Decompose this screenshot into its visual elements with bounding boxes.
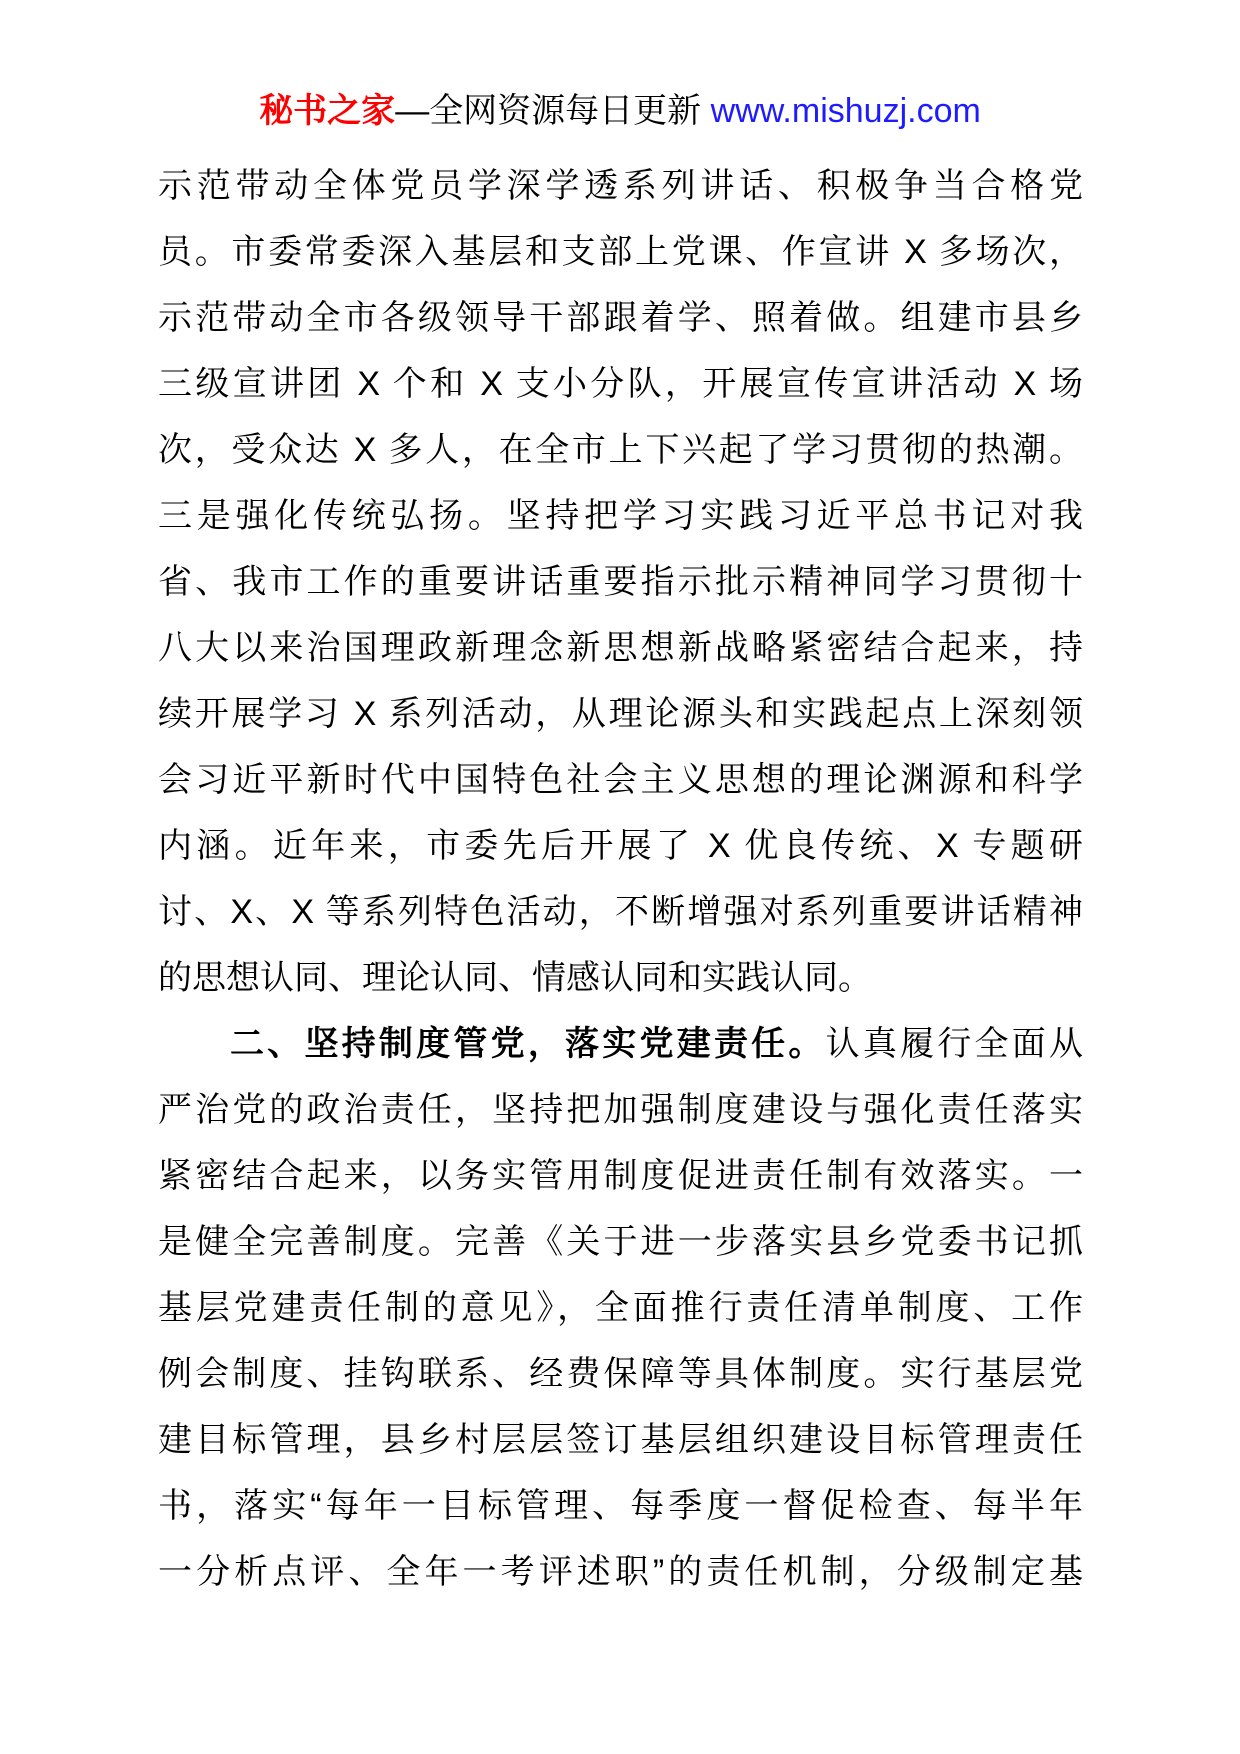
paragraph-end-line: 的思想认同、理论认同、情感认同和实践认同。 (158, 959, 872, 997)
paragraph2-heading: 二、坚持制度管党，落实党建责任。 (230, 1025, 826, 1063)
site-url-link[interactable]: www.mishuzj.com (710, 92, 981, 130)
text-line: 员。市委常委深入基层和支部上党课、作宣讲 X 多场次， (158, 233, 1083, 271)
header-separator: — (395, 92, 430, 130)
text-line: 讨、X、X 等系列特色活动，不断增强对系列重要讲话精神 (158, 893, 1083, 931)
text-line: 八大以来治国理政新理念新思想新战略紧密结合起来，持 (158, 629, 1083, 667)
text-line: 示范带动全体党员学深学透系列讲话、积极争当合格党 (158, 167, 1083, 205)
text-line: 一分析点评、全年一考评述职”的责任机制，分级制定基 (158, 1553, 1083, 1591)
paragraph2-first-line (158, 1011, 1083, 1077)
text-line: 是健全完善制度。完善《关于进一步落实县乡党委书记抓 (158, 1223, 1083, 1261)
text-line: 次，受众达 X 多人，在全市上下兴起了学习贯彻的热潮。 (158, 431, 1083, 469)
text-line: 示范带动全市各级领导干部跟着学、照着做。组建市县乡 (158, 299, 1083, 337)
text-line: 省、我市工作的重要讲话重要指示批示精神同学习贯彻十 (158, 563, 1083, 601)
text-line: 严治党的政治责任，坚持把加强制度建设与强化责任落实 (158, 1091, 1083, 1129)
site-name: 秘书之家 (259, 92, 396, 130)
text-line: 例会制度、挂钩联系、经费保障等具体制度。实行基层党 (158, 1355, 1083, 1393)
text-line: 基层党建责任制的意见》，全面推行责任清单制度、工作 (158, 1289, 1083, 1327)
text-line: 书，落实“每年一目标管理、每季度一督促检查、每半年 (158, 1487, 1083, 1525)
text-line: 三是强化传统弘扬。坚持把学习实践习近平总书记对我 (158, 497, 1083, 535)
document-body (158, 153, 1083, 1605)
text-line: 建目标管理，县乡村层层签订基层组织建设目标管理责任 (158, 1421, 1083, 1459)
text-line: 会习近平新时代中国特色社会主义思想的理论渊源和科学 (158, 761, 1083, 799)
paragraph2-lead-rest: 认真履行全面从 (825, 1025, 1083, 1063)
page-header (0, 86, 1240, 136)
text-line: 续开展学习 X 系列活动，从理论源头和实践起点上深刻领 (158, 695, 1083, 733)
text-line: 紧密结合起来，以务实管用制度促进责任制有效落实。一 (158, 1157, 1083, 1195)
text-line: 三级宣讲团 X 个和 X 支小分队，开展宣传宣讲活动 X 场 (158, 365, 1083, 403)
text-line: 内涵。近年来，市委先后开展了 X 优良传统、X 专题研 (158, 827, 1083, 865)
header-tagline: 全网资源每日更新 (429, 92, 711, 130)
